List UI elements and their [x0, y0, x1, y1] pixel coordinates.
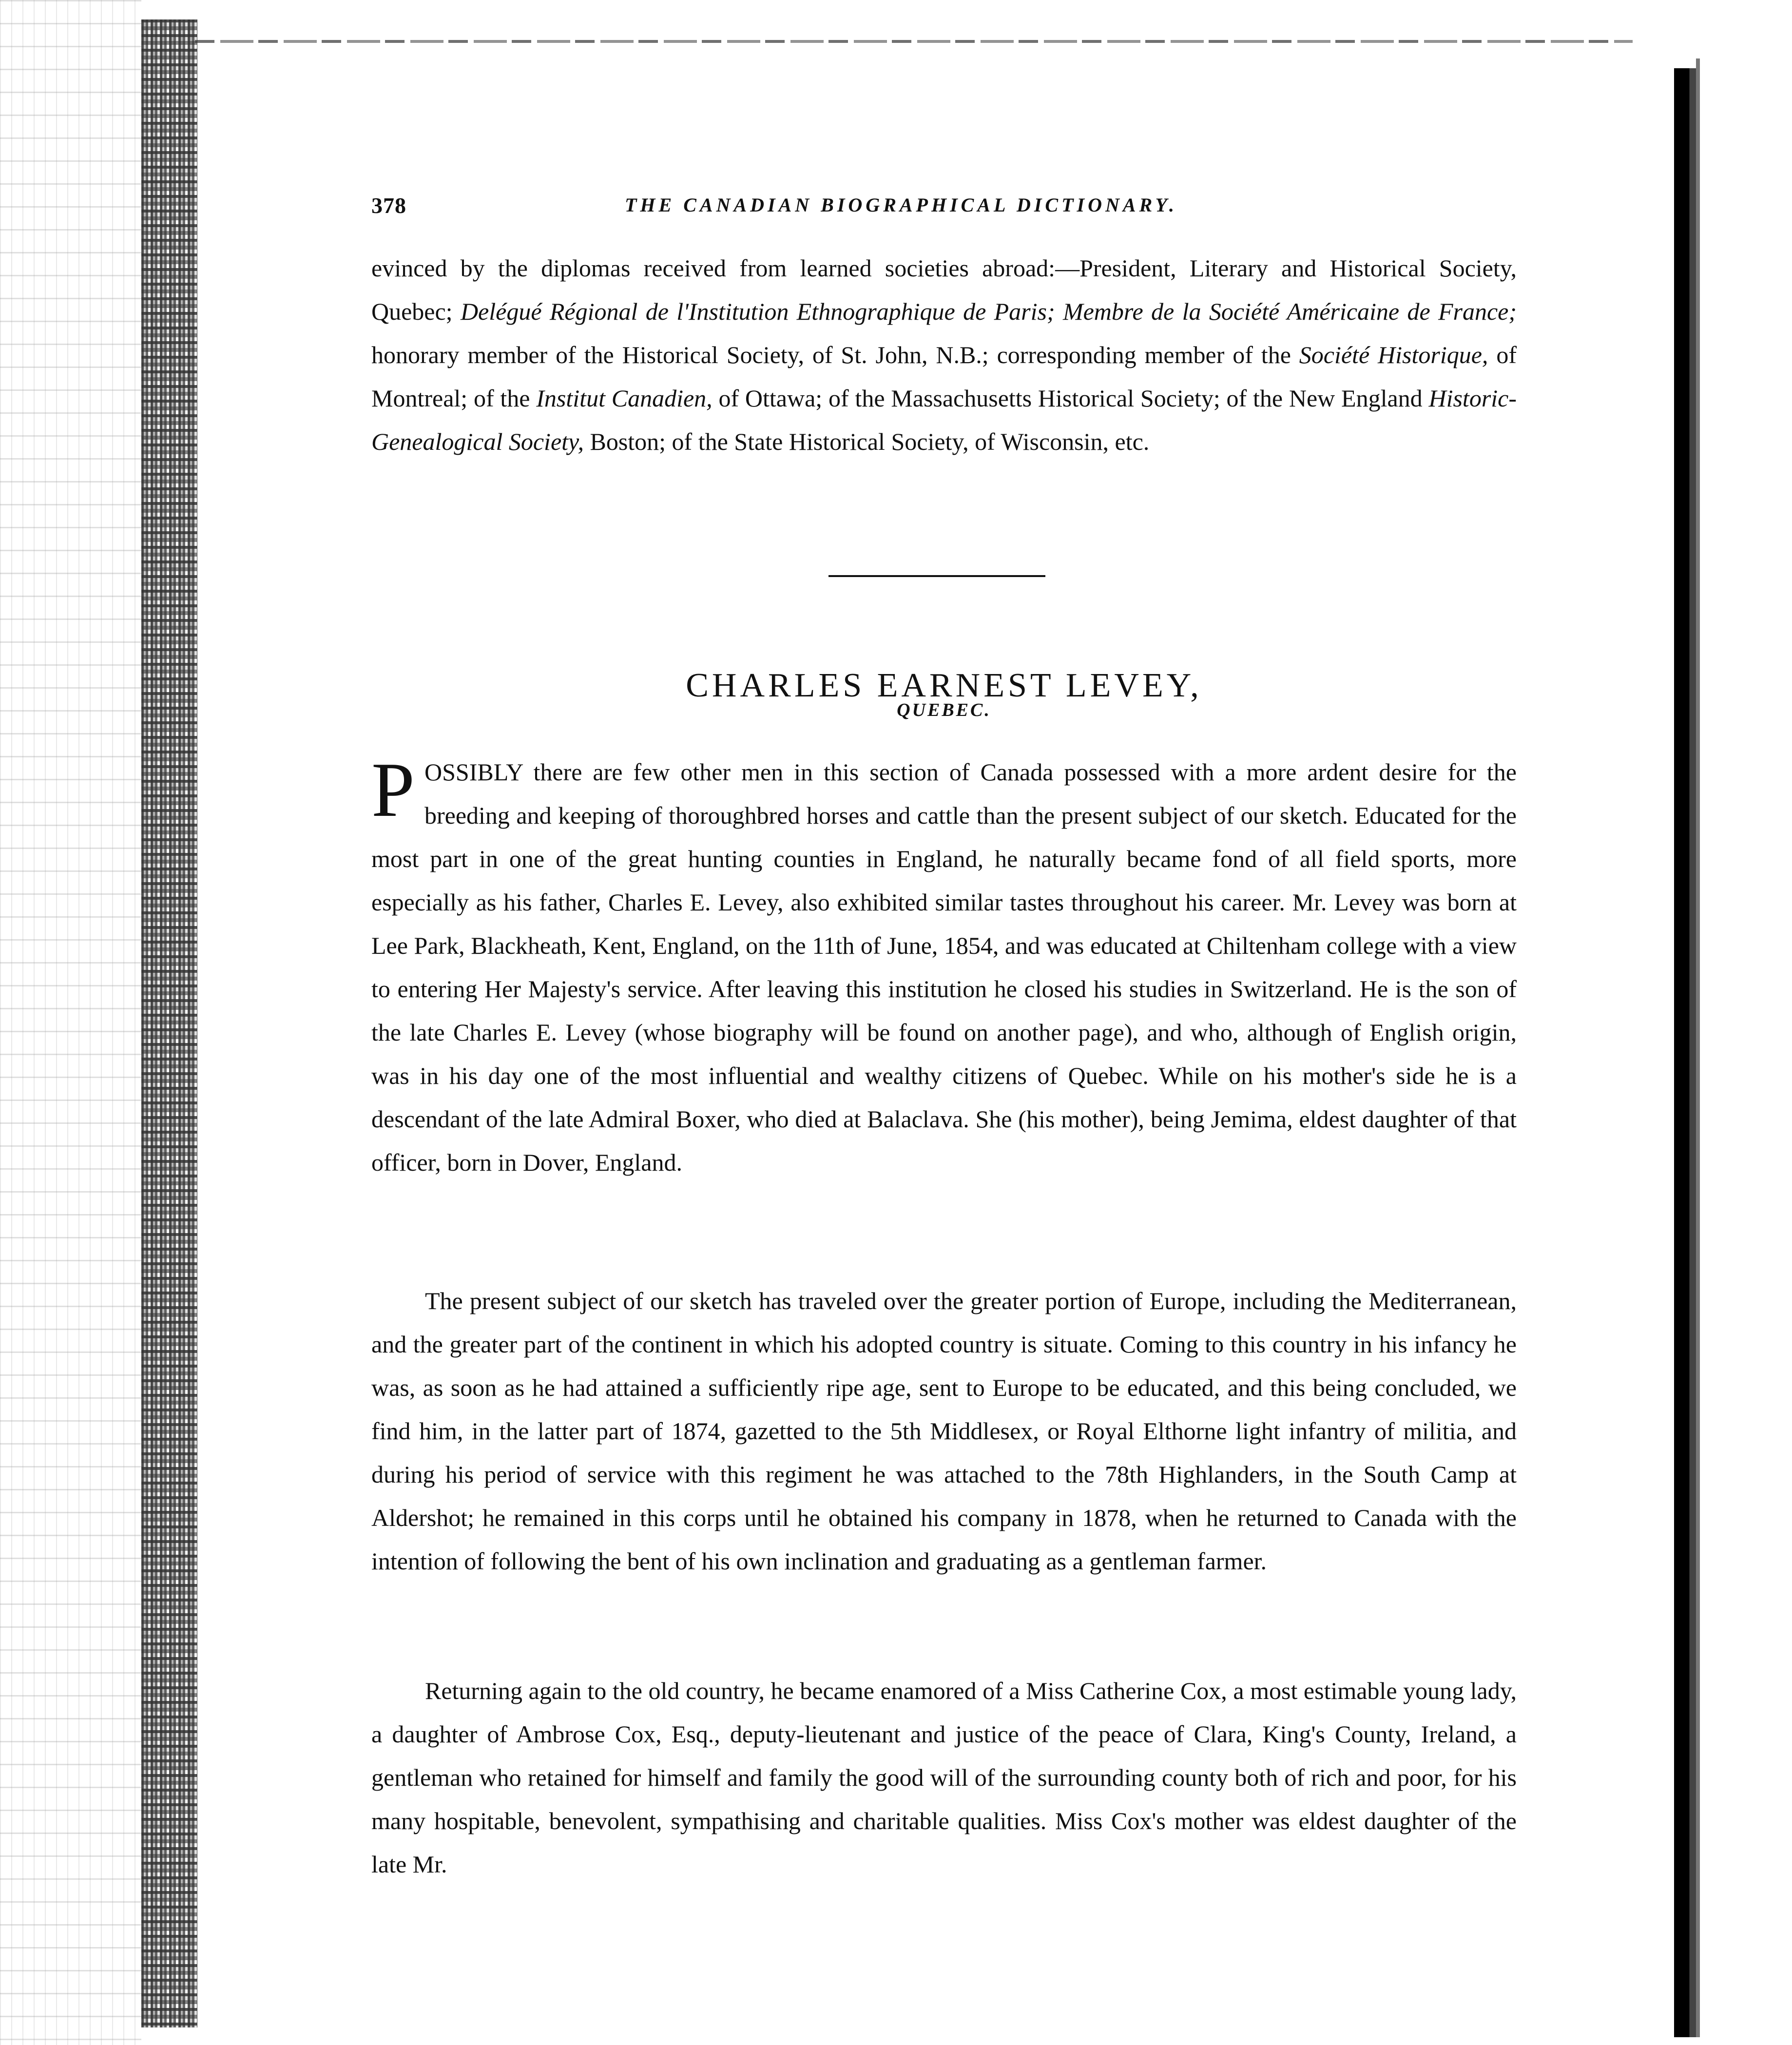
article-title: CHARLES EARNEST LEVEY,: [686, 666, 1202, 704]
running-title: THE CANADIAN BIOGRAPHICAL DICTIONARY.: [625, 194, 1177, 216]
continuation-italic-4: Historic-Genealogical Society,: [371, 385, 1517, 455]
page-number: 378: [371, 193, 406, 218]
article-location: QUEBEC.: [897, 700, 991, 720]
continuation-italic-2: Société Historique,: [1299, 341, 1488, 368]
page-header: [371, 193, 1517, 222]
article-paragraph-1: [371, 746, 1517, 1279]
scan-right-edge-line: [1696, 58, 1700, 2037]
continuation-text-1: evinced by the diplomas received from learned societies abroad:—President, Literary and Historical Society, Quebec;: [371, 254, 1517, 325]
continuation-text-3: of Montreal; of the: [371, 341, 1517, 412]
article-paragraph-1-text: OSSIBLY there are few other men in this section of Canada possessed with a more ardent desire for the breeding and keeping of thoroughbred horses and cattle than the present subject of our sketch. Educated for the most part in one of the great hunting counties in England, he naturally became fond of all field sports, more especially as his father, Charles E. Levey, also exhibited similar tastes throughout his career. Mr. Levey was born at Lee Park, Blackheath, Kent, England, on the 11th of June, 1854, and was educated at Chiltenham college with a view to entering Her Majesty's service. After leaving this institution he closed his studies in Switzerland. He is the son of the late Charles E. Levey (whose biography will be found on another page), and who, although of English origin, was in his day one of the most influential and wealthy citizens of Quebec. While on his mother's side he is a descendant of the late Admiral Boxer, who died at Balaclava. She (his mother), being Jemima, eldest daughter of that officer, born in Dover, England.: [371, 758, 1517, 1176]
section-divider: [829, 575, 1045, 577]
article-paragraph-3: Returning again to the old country, he became enamored of a Miss Catherine Cox, a most estimable young lady, a daughter of Ambrose Cox, Esq., deputy-lieutenant and justice of the peace of Clara, King's County, Ireland, a gentleman who retained for himself and family the good will of the surrounding county both of rich and poor, for his many hospitable, benevolent, sympathising and charitable qualities. Miss Cox's mother was eldest daughter of the late Mr.: [371, 1677, 1517, 1878]
page-binding-shadow: [141, 19, 197, 2027]
continuation-italic-3: Institut Canadien,: [536, 385, 713, 412]
scan-right-edge-shadow: [1674, 68, 1696, 2037]
scan-top-edge: [195, 40, 1633, 43]
continuation-text-4: of Ottawa; of the Massachusetts Historical Society; of the New England: [712, 385, 1429, 412]
continuation-paragraph: [371, 247, 1517, 510]
drop-cap: P: [371, 746, 415, 833]
continuation-text-2: honorary member of the Historical Society, of St. John, N.B.; corresponding member of the: [371, 341, 1299, 368]
continuation-italic-1: Delégué Régional de l'Institution Ethnographique de Paris; Membre de la Société Américaine de France;: [460, 298, 1517, 325]
scan-edge-noise: [0, 0, 141, 2045]
continuation-text-5: Boston; of the State Historical Society, of Wisconsin, etc.: [583, 428, 1150, 455]
article-paragraph-2: The present subject of our sketch has traveled over the greater portion of Europe, including the Mediterranean, and the greater part of the continent in which his adopted country is situate. Coming to this country in his infancy he was, as soon as he had attained a sufficiently ripe age, sent to Europe to be educated, and this being concluded, we find him, in the latter part of 1874, gazetted to the 5th Middlesex, or Royal Elthorne light infantry of militia, and during his period of service with this regiment he was attached to the 78th Highlanders, in the South Camp at Aldershot; he remained in this corps until he obtained his company in 1878, when he returned to Canada with the intention of following the bent of his own inclination and graduating as a gentleman farmer.: [371, 1287, 1517, 1575]
